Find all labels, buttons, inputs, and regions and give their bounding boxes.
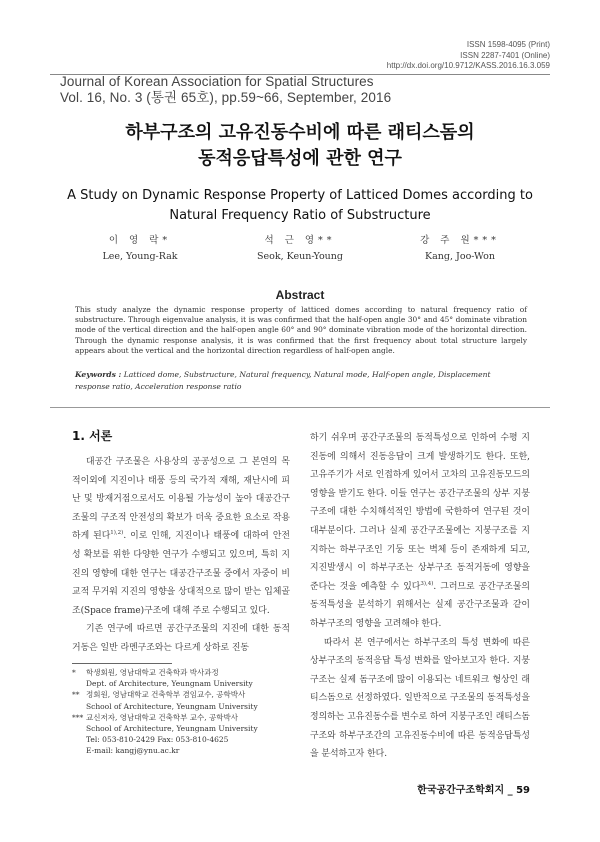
paragraph: 따라서 본 연구에서는 하부구조의 특성 변화에 따른 상부구조의 동적응답 특성 변화를 알아보고자 한다. 지붕구조는 실제 돔구조에 많이 이용되는 네트워크 형상인 래티스돔으로 선정하였다. 일반적으로 구조물의 동적특성을 정의하는 고유진동수를 변수로 하여 지붕구조인 래티스돔구조와 하부구조간의 고유진동수비에 따른 동적응답특성을 분석하고자 한다. <box>310 637 530 760</box>
keywords-list: Latticed dome, Substructure, Natural frequency, Natural mode, Half-open angle, Displacement response ratio, Acceleration response ratio <box>75 370 491 391</box>
doi-link[interactable]: http://dx.doi.org/10.9712/KASS.2016.16.3.059 <box>386 61 550 70</box>
body-column-left <box>72 453 290 658</box>
footnote-line: Tel: 053-810-2429 Fax: 053-810-4625 <box>86 735 229 745</box>
abstract-heading: Abstract <box>275 288 325 302</box>
journal-header <box>60 74 391 106</box>
footnote-2 <box>72 689 292 711</box>
keywords <box>75 369 527 393</box>
issn-block <box>387 40 550 72</box>
author-name-en: Kang, Joo-Won <box>425 251 495 262</box>
body-column-right <box>310 429 530 764</box>
footnotes <box>72 667 292 757</box>
title-ko-line2: 동적응답특성에 관한 연구 <box>198 148 402 169</box>
footnote-mark: ** <box>72 690 80 700</box>
paragraph: 기존 연구에 따르면 공간구조물의 지진에 대한 동적거동은 일반 라멘구조와는 다르게 상하로 진동 <box>72 624 290 653</box>
title-english <box>0 186 600 226</box>
issn-print: ISSN 1598-4095 (Print) <box>466 40 550 49</box>
abstract-text: This study analyze the dynamic response property of latticed domes according to natural frequency ratio of substructure. Through eigenvalue analysis, it is was confirmed that the half-open angle 30° and 45° dominate vibration mode of the vertical direction and the half-open angle 60° and 90° dominate vibration mode of the horizontal direction. Through the dynamic response analysis, it is was confirmed that the first frequency about total structure largely appears about the vertical and the horizontal direction regardless of half-open angle. <box>75 305 527 355</box>
paragraph: 하기 쉬우며 공간구조물의 동적특성으로 인하여 수평 지진동에 의해서 진동응답이 크게 발생하기도 한다. 또한, 고유주기가 서로 인접하게 있어서 고차의 고유진동모드의 영향을 받기도 한다. 이들 연구는 공간구조물의 상부 지붕구조에 대한 수치해석적인 방법에 국한하여 연구된 것이 대부분이다. 그러나 실제 공간구조물에는 지붕구조를 지지하는 하부구조인 기둥 또는 벽체 등이 존재하게 되고, 지진발생시 이 하부구조는 상부구조 동적거동에 영향을 준다는 것을 예측할 수 있다$^{3),4)}$. 그러므로 공간구조물의 동적특성을 분석하기 위해서는 실제 공간구조물과 같이 하부구조의 영향을 고려해야 한다. <box>310 433 531 629</box>
author-1 <box>60 233 220 265</box>
footnote-mark: *** <box>72 712 84 722</box>
title-en-line1: A Study on Dynamic Response Property of Latticed Domes according to <box>67 188 533 203</box>
footnote-line: School of Architecture, Yeungnam University <box>86 701 258 711</box>
footnote-mark: * <box>72 668 76 677</box>
footnote-line: Dept. of Architecture, Yeungnam University <box>86 679 253 689</box>
title-korean <box>0 120 600 172</box>
issn-online: ISSN 2287-7401 (Online) <box>460 50 550 60</box>
footnote-1 <box>72 667 292 689</box>
citation-ref: 1),2) <box>110 530 124 537</box>
footnote-line: School of Architecture, Yeungnam University <box>86 724 258 734</box>
author-name-en: Lee, Young-Rak <box>102 251 178 262</box>
author-3 <box>380 233 540 265</box>
citation-ref: 3),4) <box>420 580 434 587</box>
author-name-en: Seok, Keun-Young <box>257 251 343 262</box>
author-name-ko: 이 영 락* <box>108 235 172 246</box>
author-list <box>60 233 540 265</box>
title-en-line2: Natural Frequency Ratio of Substructure <box>169 208 431 223</box>
author-name-ko: 강 주 원*** <box>420 235 500 246</box>
footnote-line: 학생회원, 영남대학교 건축학과 박사과정 <box>86 668 219 677</box>
paragraph: 대공간 구조물은 사용상의 공공성으로 그 본연의 목적이외에 지진이나 태풍 등의 국가적 재해, 재난시에 피난 및 방재거점으로서도 이용될 가능성이 높아 대공간구조물의 구조적 안전성의 확보가 더욱 중요한 요소로 작용하게 된다$^{1),2)}$. 이로 인해, 지진이나 태풍에 대하여 안전성 확보를 위한 다양한 연구가 수행되고 있으며, 특히 지진의 영향에 대한 연구는 대공간구조물 중에서 자중이 비교적 무거워 지진의 영향을 상대적으로 많이 받는 입체골조(Space frame)구조에 대해 주로 수행되고 있다. <box>72 457 290 616</box>
journal-volume: Vol. 16, No. 3 (통권 65호), pp.59~66, September, 2016 <box>60 90 392 105</box>
page-footer: 한국공간구조학회지 _ 59 <box>417 785 530 796</box>
journal-name: Journal of Korean Association for Spatial Structures <box>60 74 374 89</box>
footnote-3 <box>72 712 292 757</box>
title-ko-line1: 하부구조의 고유진동수비에 따른 래티스돔의 <box>125 122 475 143</box>
footnote-line: 교신저자, 영남대학교 건축학부 교수, 공학박사 <box>86 712 238 722</box>
keywords-label: Keywords : <box>75 370 122 379</box>
footnote-rule <box>72 663 172 664</box>
section-rule <box>50 407 550 408</box>
section-heading-introduction: 1. 서론 <box>72 429 113 443</box>
author-2 <box>220 233 380 265</box>
footnote-email[interactable]: E-mail: kangj@ynu.ac.kr <box>86 746 180 756</box>
author-name-ko: 석 근 영** <box>264 235 336 246</box>
footnote-line: 정회원, 영남대학교 건축학부 겸임교수, 공학박사 <box>86 690 246 700</box>
